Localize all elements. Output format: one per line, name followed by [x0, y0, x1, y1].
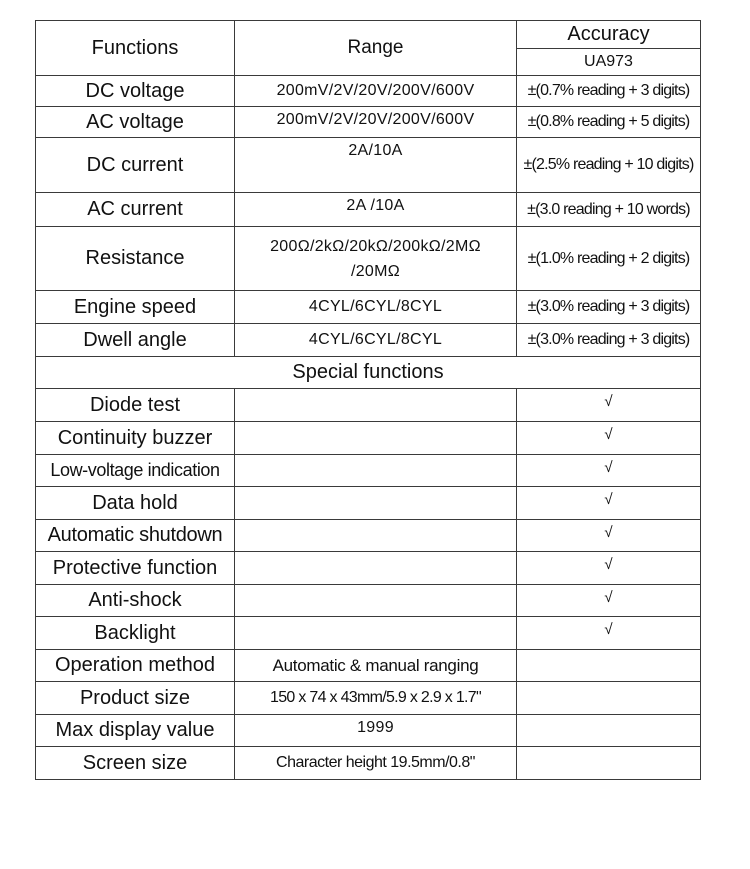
empty-cell	[235, 455, 517, 487]
function-cell: Max display value	[36, 715, 235, 747]
range-cell: 200mV/2V/20V/200V/600V	[235, 107, 517, 138]
special-functions-title: Special functions	[36, 357, 701, 389]
check-mark: √	[517, 520, 701, 552]
accuracy-cell: ±(1.0% reading + 2 digits)	[517, 227, 701, 291]
table-row	[36, 76, 701, 107]
table-row	[36, 291, 701, 324]
function-cell: Protective function	[36, 552, 235, 585]
table-row	[36, 585, 701, 617]
accuracy-cell: ±(0.7% reading + 3 digits)	[517, 76, 701, 107]
table-row	[36, 227, 701, 291]
table-row	[36, 487, 701, 520]
empty-cell	[235, 487, 517, 520]
range-cell: 4CYL/6CYL/8CYL	[235, 324, 517, 357]
value-cell: Character height 19.5mm/0.8"	[235, 747, 517, 780]
empty-cell	[235, 422, 517, 455]
function-cell: Resistance	[36, 227, 235, 291]
empty-cell	[517, 747, 701, 780]
empty-cell	[517, 715, 701, 747]
header-functions: Functions	[36, 21, 235, 76]
accuracy-cell: ±(3.0% reading + 3 digits)	[517, 291, 701, 324]
section-row	[36, 357, 701, 389]
function-cell: Product size	[36, 682, 235, 715]
table-header-row	[36, 21, 701, 49]
function-cell: Screen size	[36, 747, 235, 780]
function-cell: Continuity buzzer	[36, 422, 235, 455]
table-row	[36, 520, 701, 552]
function-cell: Data hold	[36, 487, 235, 520]
check-mark: √	[517, 585, 701, 617]
check-mark: √	[517, 617, 701, 650]
empty-cell	[235, 520, 517, 552]
table-row	[36, 617, 701, 650]
value-cell: 1999	[235, 715, 517, 747]
accuracy-cell: ±(0.8% reading + 5 digits)	[517, 107, 701, 138]
function-cell: Low-voltage indication	[36, 455, 235, 487]
value-cell: 150 x 74 x 43mm/5.9 x 2.9 x 1.7"	[235, 682, 517, 715]
table-row	[36, 107, 701, 138]
empty-cell	[235, 552, 517, 585]
empty-cell	[235, 617, 517, 650]
table-row	[36, 650, 701, 682]
check-mark: √	[517, 422, 701, 455]
value-cell: Automatic & manual ranging	[235, 650, 517, 682]
function-cell: Dwell angle	[36, 324, 235, 357]
function-cell: DC current	[36, 138, 235, 193]
check-mark: √	[517, 487, 701, 520]
function-cell: AC voltage	[36, 107, 235, 138]
function-cell: AC current	[36, 193, 235, 227]
function-cell: Anti-shock	[36, 585, 235, 617]
empty-cell	[517, 682, 701, 715]
function-cell: Diode test	[36, 389, 235, 422]
range-cell: 200Ω/2kΩ/20kΩ/200kΩ/2MΩ /20MΩ	[235, 227, 517, 291]
function-cell: Backlight	[36, 617, 235, 650]
spec-table	[35, 20, 701, 780]
table-row	[36, 389, 701, 422]
check-mark: √	[517, 455, 701, 487]
table-row	[36, 422, 701, 455]
header-model: UA973	[517, 49, 701, 76]
range-cell: 4CYL/6CYL/8CYL	[235, 291, 517, 324]
accuracy-cell: ±(3.0 reading + 10 words)	[517, 193, 701, 227]
range-cell: 200mV/2V/20V/200V/600V	[235, 76, 517, 107]
empty-cell	[235, 389, 517, 422]
check-mark: √	[517, 389, 701, 422]
table-row	[36, 747, 701, 780]
table-row	[36, 324, 701, 357]
accuracy-cell: ±(2.5% reading + 10 digits)	[517, 138, 701, 193]
empty-cell	[235, 585, 517, 617]
table-row	[36, 193, 701, 227]
table-row	[36, 715, 701, 747]
function-cell: Operation method	[36, 650, 235, 682]
table-row	[36, 455, 701, 487]
accuracy-cell: ±(3.0% reading + 3 digits)	[517, 324, 701, 357]
range-cell: 2A/10A	[235, 138, 517, 193]
header-accuracy: Accuracy	[517, 21, 701, 49]
function-cell: DC voltage	[36, 76, 235, 107]
check-mark: √	[517, 552, 701, 585]
table-row	[36, 682, 701, 715]
table-row	[36, 552, 701, 585]
empty-cell	[517, 650, 701, 682]
function-cell: Automatic shutdown	[36, 520, 235, 552]
header-range: Range	[235, 21, 517, 76]
range-cell: 2A /10A	[235, 193, 517, 227]
function-cell: Engine speed	[36, 291, 235, 324]
table-row	[36, 138, 701, 193]
